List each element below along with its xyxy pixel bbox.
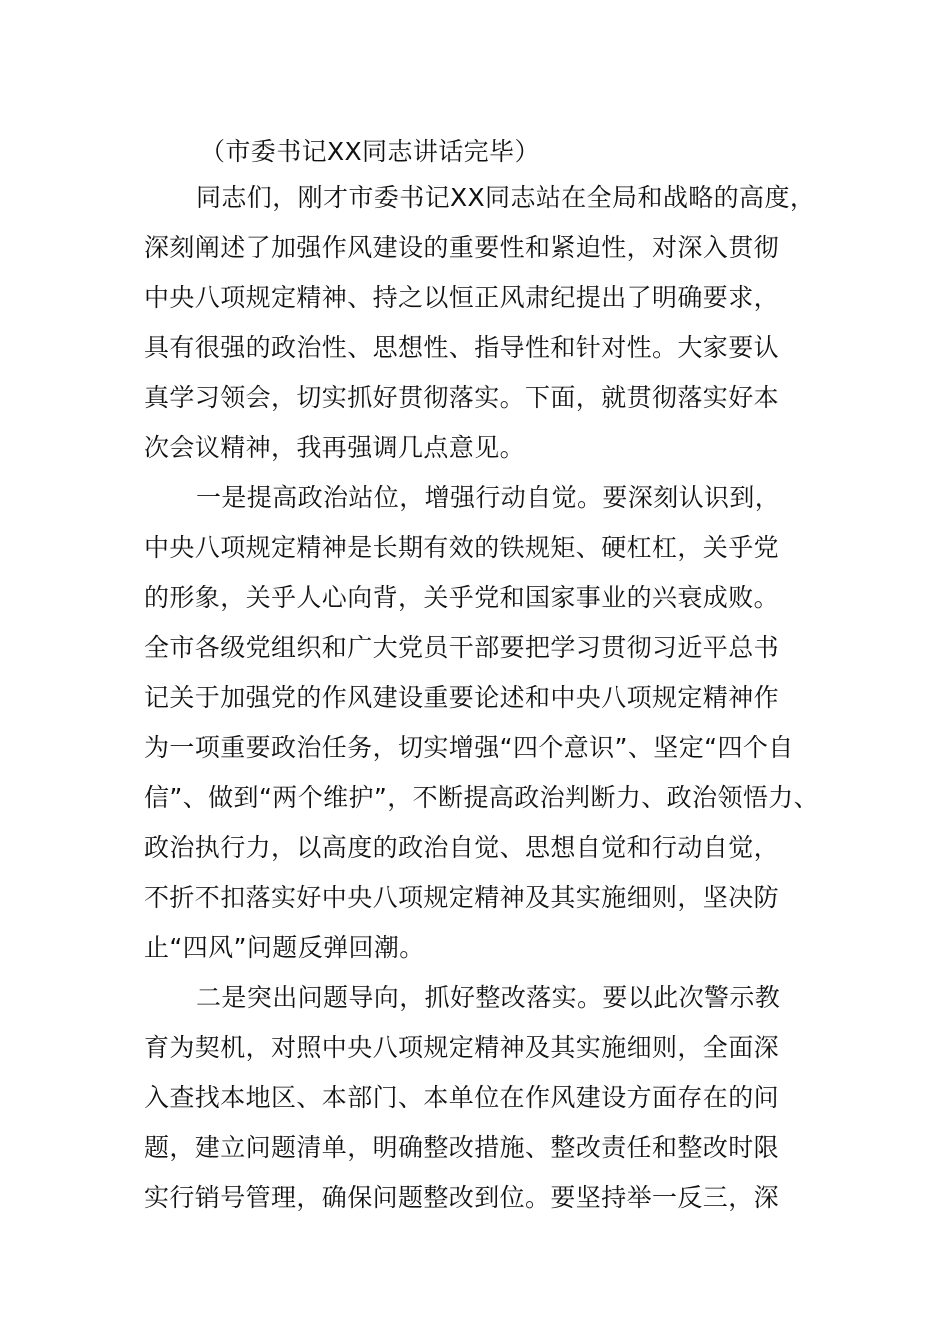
paragraph-3-line-4: 题，建立问题清单，明确整改措施、整改责任和整改时限 (144, 1133, 780, 1162)
paragraph-2-line-4: 全市各级党组织和广大党员干部要把学习贯彻习近平总书 (144, 633, 780, 662)
speech-end-note: （市委书记XX同志讲话完毕） (200, 137, 540, 166)
paragraph-1-line-4: 具有很强的政治性、思想性、指导性和针对性。大家要认 (144, 333, 780, 362)
paragraph-3-line-2: 育为契机，对照中央八项规定精神及其实施细则，全面深 (144, 1033, 780, 1062)
paragraph-1-line-6: 次会议精神，我再强调几点意见。 (144, 433, 526, 462)
paragraph-3-line-1: 二是突出问题导向，抓好整改落实。要以此次警示教 (196, 983, 781, 1012)
paragraph-3-line-3: 入查找本地区、本部门、本单位在作风建设方面存在的问 (144, 1083, 780, 1112)
paragraph-2-line-1: 一是提高政治站位，增强行动自觉。要深刻认识到， (196, 483, 781, 512)
paragraph-1-line-2: 深刻阐述了加强作风建设的重要性和紧迫性，对深入贯彻 (144, 233, 780, 262)
paragraph-2-line-9: 不折不扣落实好中央八项规定精神及其实施细则，坚决防 (144, 883, 780, 912)
paragraph-2-line-2: 中央八项规定精神是长期有效的铁规矩、硬杠杠，关乎党 (144, 533, 780, 562)
paragraph-1-line-3: 中央八项规定精神、持之以恒正风肃纪提出了明确要求， (144, 283, 780, 312)
paragraph-2-line-5: 记关于加强党的作风建设重要论述和中央八项规定精神作 (144, 683, 780, 712)
paragraph-1-line-1: 同志们，刚才市委书记XX同志站在全局和战略的高度， (196, 183, 816, 212)
paragraph-1-line-5: 真学习领会，切实抓好贯彻落实。下面，就贯彻落实好本 (144, 383, 780, 412)
paragraph-2-line-10: 止“四风”问题反弹回潮。 (144, 933, 425, 962)
paragraph-2-line-6: 为一项重要政治任务，切实增强“四个意识”、坚定“四个自 (144, 733, 794, 762)
paragraph-3-line-5: 实行销号管理，确保问题整改到位。要坚持举一反三，深 (144, 1183, 780, 1212)
paragraph-2-line-7: 信”、做到“两个维护”，不断提高政治判断力、政治领悟力、 (144, 783, 820, 812)
paragraph-2-line-3: 的形象，关乎人心向背，关乎党和国家事业的兴衰成败。 (144, 583, 780, 612)
paragraph-2-line-8: 政治执行力，以高度的政治自觉、思想自觉和行动自觉， (144, 833, 780, 862)
